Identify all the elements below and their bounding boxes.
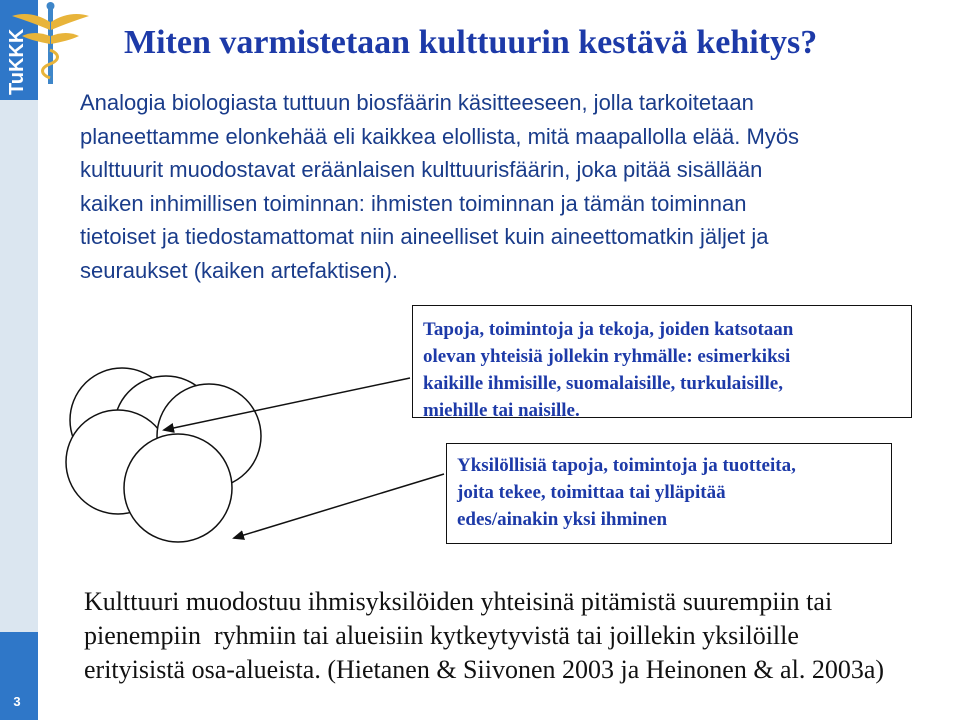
conclusion-line: erityisistä osa-alueista. (Hietanen & Siivonen 2003 ja Heinonen & al. 2003a) [84, 655, 885, 684]
box-line: kaikille ihmisille, suomalaisille, turkulaisille, [423, 373, 783, 394]
conclusion-paragraph [84, 585, 959, 687]
logo-text: TuKKK [6, 28, 28, 95]
box-line: joita tekee, toimittaa tai ylläpitää [457, 482, 726, 503]
shared-practices-box [412, 305, 912, 421]
conclusion-line: Kulttuuri muodostuu ihmisyksilöiden yhteisinä pitämistä suurempiin tai [84, 587, 833, 616]
intro-line: kaiken inhimillisen toiminnan: ihmisten toiminnan ja tämän toiminnan [80, 190, 747, 216]
page-title: Miten varmistetaan kulttuurin kestävä kehitys? [124, 24, 818, 61]
box-line: edes/ainakin yksi ihminen [457, 509, 668, 530]
intro-line: planeettamme elonkehää eli kaikkea elollista, mitä maapallolla elää. Myös [80, 123, 800, 149]
box-line: olevan yhteisiä jollekin ryhmälle: esimerkiksi [423, 346, 791, 367]
intro-line: seuraukset (kaiken artefaktisen). [80, 257, 398, 283]
box-line: Tapoja, toimintoja ja tekoja, joiden katsotaan [423, 319, 794, 340]
intro-line: tietoiset ja tiedostamattomat niin aineelliset kuin aineettomatkin jäljet ja [80, 224, 769, 249]
individual-circle [124, 434, 232, 542]
conclusion-line: pienempiin ryhmiin tai alueisiin kytkeytyvistä tai joillekin yksilöille [84, 621, 799, 650]
intro-line: kulttuurit muodostavat eräänlaisen kulttuurisfäärin, joka pitää sisällään [80, 157, 763, 182]
page-number: 3 [13, 694, 21, 709]
box-line: miehille tai naisille. [423, 400, 580, 421]
box-line: Yksilöllisiä tapoja, toimintoja ja tuotteita, [457, 455, 796, 476]
individual-practices-box [446, 443, 892, 544]
intro-line: Analogia biologiasta tuttuun biosfäärin käsitteeseen, jolla tarkoitetaan [80, 90, 754, 115]
individual-arrow [234, 474, 444, 538]
